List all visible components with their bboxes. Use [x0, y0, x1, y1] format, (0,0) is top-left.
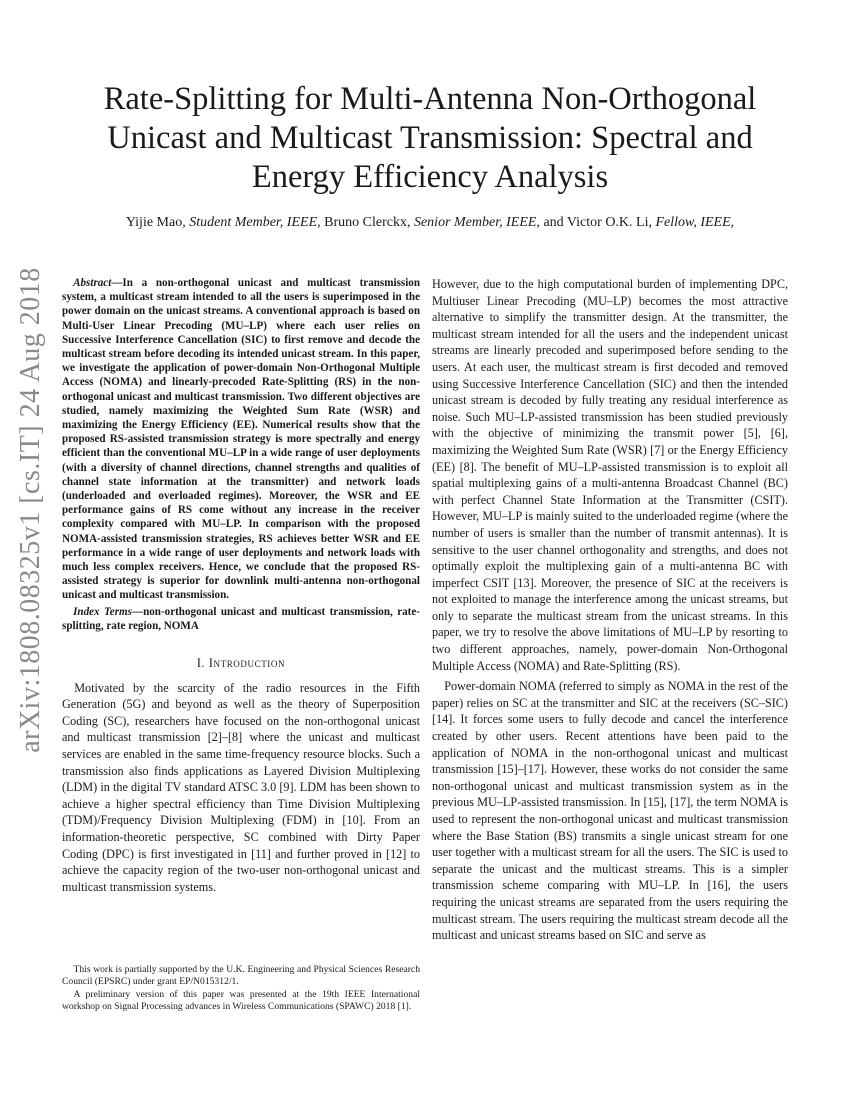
intro-paragraph-1: Motivated by the scarcity of the radio resources in the Fifth Generation (5G) and beyond as well as the theory of Superposition Coding (SC), researchers have focused on the non-orthogonal unicast and multicast transmission [2]–[8] where the unicast and multicast services are enabled in the same time-frequency resource blocks. Such a transmission also finds applications as Layered Division Multiplexing (LDM) in the digital TV standard ATSC 3.0 [9]. LDM has been shown to achieve a higher spectral efficiency than Time Division Multiplexing (TDM)/Frequency Division Multiplexing (FDM) in [10]. From an information-theoretic perspective, SC combined with Dirty Paper Coding (DPC) is first investigated in [11] and further proved in [12] to achieve the capacity region of the two-user non-orthogonal unicast and multicast transmission systems.: [62, 680, 420, 894]
index-terms: [62, 605, 420, 633]
arxiv-identifier-stamp: [8, 267, 54, 753]
index-terms-text: —non-orthogonal unicast and multicast transmission, rate-splitting, rate region, NOMA: [62, 605, 420, 632]
author-3-name: and Victor O.K. Li,: [539, 215, 656, 230]
abstract-lead: Abstract: [73, 277, 112, 289]
right-column: [432, 276, 788, 944]
author-2-name: Bruno Clerckx,: [320, 215, 414, 230]
author-1-name: Yijie Mao,: [125, 215, 190, 230]
intro-paragraph-2: However, due to the high computational burden of implementing DPC, Multiuser Linear Precoding (MU–LP) becomes the most attractive alternative to simplify the transmitter design. At the transmitter, the multicast stream intended for all the users and the independent unicast streams are linearly precoded and superimposed before sending to the users. At each user, the multicast stream is first decoded and removed using Successive Interference Cancellation (SIC) and then the intended unicast stream is decoded by fully treating any residual interference as noise. Such MU–LP-assisted transmission has been studied previously with the objective of minimizing the transmit power [5], [6], maximizing the Weighted Sum Rate (WSR) [7] or the Energy Efficiency (EE) [8]. The benefit of MU–LP-assisted transmission is to exploit all spatial multiplexing gains of a multi-antenna Broadcast Channel (BC) with perfect Channel State Information at the Transmitter (CSIT). However, MU–LP is mainly suited to the underloaded regime (where the number of users is smaller than the number of transmit antennas). It is sensitive to the user channel orthogonality and strengths, and does not optimally exploit the multiplexing gain of a multi-antenna BC with imperfect CSIT [13]. Moreover, the presence of SIC at the receivers is not exploited to manage the interference among the unicast streams, but only to separate the multicast stream from the unicast streams. In this paper, we try to resolve the above limitations of MU–LP by resorting to two different approaches, namely, power-domain Non-Orthogonal Multiple Access (NOMA) and Rate-Splitting (RS).: [432, 277, 788, 673]
author-3-role: Fellow, IEEE,: [655, 215, 735, 230]
footnotes: [62, 964, 420, 1014]
author-2-role: Senior Member, IEEE,: [413, 215, 540, 230]
footnote-funding: This work is partially supported by the U.K. Engineering and Physical Sciences Research Council (EPSRC) under grant EP/N015312/1.: [62, 964, 420, 988]
author-line: [80, 214, 780, 232]
author-1-role: Student Member, IEEE,: [189, 215, 321, 230]
intro-paragraph-3: Power-domain NOMA (referred to simply as NOMA in the rest of the paper) relies on SC at the transmitter and SIC at the receivers (SC–SIC) [14]. It forces some users to fully decode and cancel the interference created by other users. Recent attentions have been paid to the application of NOMA in the non-orthogonal unicast and multicast transmission [15]–[17]. However, these works do not consider the same non-orthogonal unicast and multicast transmission system as in the previous MU–LP-assisted transmission. In [15], [17], the term NOMA is used to represent the non-orthogonal unicast and multicast transmission where the Base Station (BS) transmits a single unicast stream for one user together with a multicast stream for all the users. The SIC is used to separate the unicast and the multicast streams. This is a simpler transmission scheme comparing with MU–LP. In [16], the users requiring the unicast streams are separated from the users requiring the multicast stream. The users requiring the multicast stream decode all the multicast and unicast streams based on SIC and serve as: [432, 679, 788, 943]
paper-title: Rate-Splitting for Multi-Antenna Non-Orthogonal Unicast and Multicast Transmission: Spectral and Energy Efficiency Analysis: [103, 81, 757, 195]
footnote-preliminary-version: A preliminary version of this paper was presented at the 19th IEEE International workshop on Signal Processing advances in Wireless Communications (SPAWC) 2018 [1].: [62, 988, 420, 1013]
left-column: [62, 276, 420, 895]
arxiv-identifier-text: arXiv:1808.08325v1 [cs.IT] 24 Aug 2018: [15, 267, 47, 753]
abstract: [62, 276, 420, 603]
section-heading-introduction: I. Introduction: [196, 656, 286, 671]
abstract-text: —In a non-orthogonal unicast and multicast transmission system, a multicast stream intended to all the users is superimposed in the power domain on the unicast streams. A conventional approach is based on Multi-User Linear Precoding (MU–LP) where each user relies on Successive Interference Cancellation (SIC) to first remove and decode the multicast stream before decoding its intended unicast stream. In this paper, we investigate the application of power-domain Non-Orthogonal Multiple Access (NOMA) and linearly-precoded Rate-Splitting (RS) in the non-orthogonal unicast and multicast transmission. Two different objectives are studied, namely maximizing the Weighted Sum Rate (WSR) and maximizing the Energy Efficiency (EE). Numerical results show that the proposed RS-assisted transmission strategy is more spectrally and energy efficient than the conventional MU–LP in a wide range of user deployments (with a diversity of channel directions, channel strengths and qualities of channel state information at the transmitter) and network loads (underloaded and overloaded regimes). Moreover, the WSR and EE performance gains of RS come without any increase in the receiver complexity compared with MU–LP. In comparison with the proposed NOMA-assisted transmission strategies, RS achieves better WSR and EE performance in a wide range of user deployments and network loads with much less complex receivers. Hence, we conclude that the proposed RS-assisted strategy is superior for downlink multi-antenna non-orthogonal unicast and multicast transmission.: [62, 277, 420, 602]
index-terms-lead: Index Terms: [73, 605, 132, 618]
